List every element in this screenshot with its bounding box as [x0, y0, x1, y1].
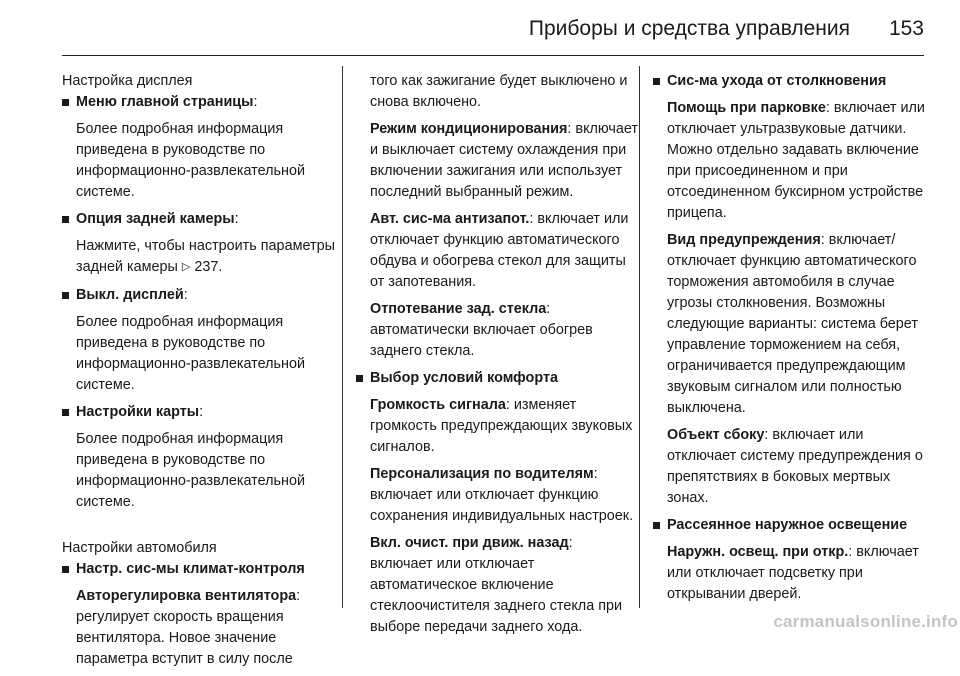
entry-text: включает и выключает систему охлаждения при включении зажигания или использует последний выбранный режим. [370, 121, 639, 200]
bullet-square-icon [62, 99, 69, 106]
entry: Персонализация по водителям: включает или отключает функцию сохранения индивидуальных настроек. [370, 466, 634, 524]
entry-text: включает или отключает ультразвуковые датчики. Можно отдельно задавать включение при присоединенном и при отсоединенном буксирном устройстве прицепа. [667, 100, 925, 221]
section-heading-display: Настройка дисплея [62, 73, 193, 89]
bullet-square-icon [62, 409, 69, 416]
item-title: Настр. сис-мы климат-контроля [76, 561, 305, 577]
list-item: Выкл. дисплей: Более подробная информация приведена в руководстве по информационно-развлекательной системе. [62, 285, 340, 396]
entry: Помощь при парковке: включает или отключает ультразвуковые датчики. Можно отдельно задавать включение при присоединенном и при отсоединенном буксирном устройстве прицепа. [667, 100, 925, 221]
page-header-title: Приборы и средства управления [528, 17, 850, 40]
entry: Вкл. очист. при движ. назад: включает или отключает автоматическое включение стеклоочистителя заднего стекла при выборе передачи заднего хода. [370, 535, 623, 635]
entry-text: включает или отключает функцию автоматического обдува и обогрева стекол для защиты от запотевания. [370, 211, 629, 290]
list-item: Опция задней камеры: Нажмите, чтобы настроить параметры задней камеры ▷ 237. [62, 209, 340, 279]
entry-title: Персонализация по водителям [370, 466, 594, 482]
list-item [653, 71, 933, 509]
entry-title: Вкл. очист. при движ. назад [370, 535, 569, 551]
column-1 [62, 71, 340, 676]
entry: Отпотевание зад. стекла: автоматически включает обогрев заднего стекла. [370, 301, 593, 359]
entry-text: включает или отключает подсветку при открывании дверей. [667, 544, 919, 602]
entry-title: Вид предупреждения [667, 232, 821, 248]
entry-title: Наружн. освещ. при откр. [667, 544, 849, 560]
bullet-square-icon [62, 566, 69, 573]
column-divider-left [342, 66, 343, 608]
page-reference-icon: ▷ [181, 261, 191, 273]
entry-title: Объект сбоку [667, 427, 765, 443]
page-reference[interactable]: 237. [194, 259, 223, 275]
item-title: Рассеянное наружное освещение [667, 517, 908, 533]
entry-title: Авторегулировка вентилятора [76, 588, 297, 604]
column-divider-right [639, 66, 640, 608]
list-item [356, 368, 638, 638]
item-title: Выбор условий комфорта [370, 370, 558, 386]
item-title: Опция задней камеры [76, 211, 235, 227]
entry: Наружн. освещ. при откр.: включает или отключает подсветку при открывании дверей. [667, 544, 919, 602]
bullet-square-icon [62, 292, 69, 299]
entry: Авт. сис-ма антизапот.: включает или отключает функцию автоматического обдува и обогрева стекол для защиты от запотевания. [370, 211, 629, 290]
watermark: carmanualsonline.info [773, 612, 958, 631]
list-item [62, 559, 340, 670]
item-description: Более подробная информация приведена в руководстве по информационно-развлекательной системе. [76, 121, 305, 200]
bullet-square-icon [356, 375, 363, 382]
entry-text: включает/отключает функцию автоматического торможения автомобиля в случае угрозы столкновения. Возможны следующие варианты: система берет управление торможением на себя, ограничивается предупреждающим звуковым сигналом или полностью выключена. [667, 232, 918, 416]
section-heading-vehicle: Настройки автомобиля [62, 540, 217, 556]
entry-title: Режим кондиционирования [370, 121, 568, 137]
entry-title: Громкость сигнала [370, 397, 506, 413]
item-description: Более подробная информация приведена в руководстве по информационно-развлекательной системе. [76, 431, 305, 510]
header-rule [62, 55, 924, 56]
item-title: Выкл. дисплей [76, 287, 184, 303]
item-title: Сис-ма ухода от столкновения [667, 73, 887, 89]
column-3 [653, 71, 933, 611]
item-description [76, 236, 340, 279]
entry-title: Авт. сис-ма антизапот. [370, 211, 530, 227]
column-2 [356, 71, 638, 644]
item-title: Настройки карты [76, 404, 200, 420]
item-description-text: Нажмите, чтобы настроить параметры задней камеры [76, 238, 335, 275]
entry-text: регулирует скорость вращения вентилятора. Новое значение параметра вступит в силу после [76, 609, 293, 667]
entry: Объект сбоку: включает или отключает систему предупреждения о препятствиях в боковых мертвых зонах. [667, 427, 923, 506]
item-description: Более подробная информация приведена в руководстве по информационно-развлекательной системе. [76, 314, 305, 393]
list-item: Меню главной страницы: Более подробная информация приведена в руководстве по информационно-развлекательной системе. [62, 92, 340, 203]
item-title: Меню главной страницы [76, 94, 254, 110]
entry-text: включает или отключает функцию сохранения индивидуальных настроек. [370, 487, 634, 524]
continued-text: того как зажигание будет выключено и снова включено. [370, 73, 628, 110]
entry: Громкость сигнала: изменяет громкость предупреждающих звуковых сигналов. [370, 397, 633, 455]
entry-text: изменяет громкость предупреждающих звуковых сигналов. [370, 397, 633, 455]
entry-text: включает или отключает систему предупреждения о препятствиях в боковых мертвых зонах. [667, 427, 923, 506]
list-item [653, 515, 933, 605]
entry: Авторегулировка вентилятора: регулирует скорость вращения вентилятора. Новое значение параметра вступит в силу после [76, 588, 301, 667]
bullet-square-icon [653, 522, 660, 529]
entry-text: автоматически включает обогрев заднего стекла. [370, 322, 593, 359]
entry-title: Помощь при парковке [667, 100, 826, 116]
entry: Режим кондиционирования: включает и выключает систему охлаждения при включении зажигания или использует последний выбранный режим. [370, 121, 639, 200]
bullet-square-icon [653, 78, 660, 85]
page-number: 153 [888, 17, 924, 40]
entry: Вид предупреждения: включает/отключает функцию автоматического торможения автомобиля в случае угрозы столкновения. Возможны следующие варианты: система берет управление торможением на себя, ограничивается предупреждающим звуковым сигналом или полностью выключена. [667, 232, 918, 416]
list-item: Настройки карты: Более подробная информация приведена в руководстве по информационно-развлекательной системе. [62, 402, 340, 513]
entry-text: включает или отключает автоматическое включение стеклоочистителя заднего стекла при выборе передачи заднего хода. [370, 556, 623, 635]
bullet-square-icon [62, 216, 69, 223]
entry-title: Отпотевание зад. стекла [370, 301, 547, 317]
